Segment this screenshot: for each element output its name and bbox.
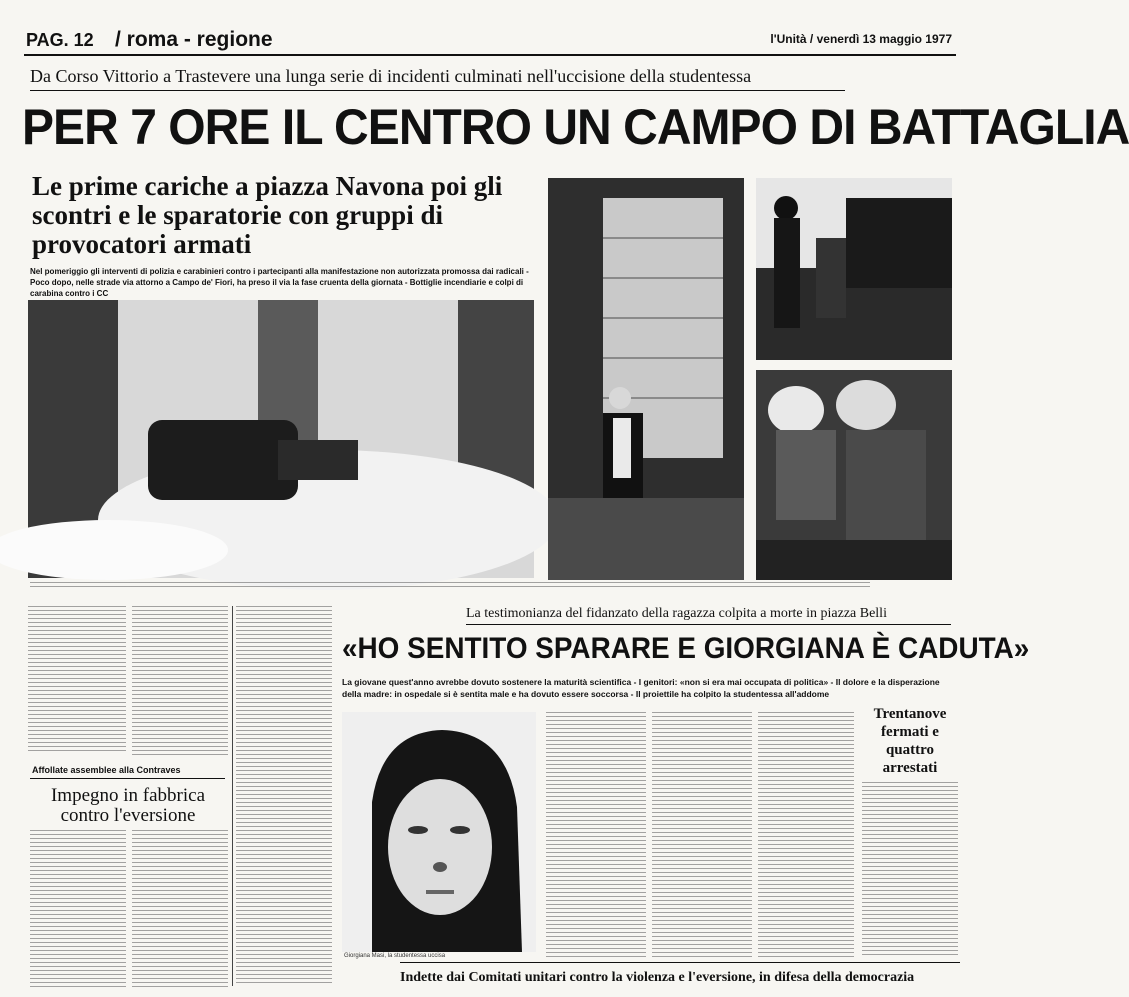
text-column-4 bbox=[546, 712, 646, 957]
photo-helmets bbox=[756, 370, 952, 580]
photo-portrait bbox=[342, 712, 536, 952]
young-man-image bbox=[548, 178, 744, 580]
photo-police-top bbox=[756, 178, 952, 360]
bottom-headline: Indette dai Comitati unitari contro la violenza e l'eversione, in difesa della democrazia bbox=[400, 970, 915, 985]
top-kicker: Da Corso Vittorio a Trastevere una lunga serie di incidenti culminati nell'uccisione della studentessa bbox=[30, 66, 752, 86]
text-column-3 bbox=[236, 606, 332, 986]
side-title: Impegno in fabbrica contro l'eversione bbox=[50, 785, 206, 826]
street-scene-image bbox=[28, 300, 534, 578]
second-summary: La giovane quest'anno avrebbe dovuto sostenere la maturità scientifica - I genitori: «non si era mai occupata di politica» - Il dolore e la disperazione della madre: in ospedale si è sentita male e ha dovuto essere soccorsa - Il proiettile ha colpito la studentessa all'addome bbox=[342, 677, 940, 699]
top-summary: Nel pomeriggio gli interventi di polizia e carabinieri contro i partecipanti alla manifestazione non autorizzata promossa dai radicali - Poco dopo, nelle strade via attorno a Campo de' Fiori, ha preso il via la fase cruenta della giornata - Bottiglie incendiarie e colpi di carabina contro i CC bbox=[30, 267, 529, 298]
portrait-image bbox=[342, 712, 536, 952]
text-column-6 bbox=[758, 712, 854, 957]
text-column-1 bbox=[28, 606, 126, 754]
police-group-image bbox=[756, 178, 952, 360]
side-rule bbox=[30, 778, 225, 779]
text-column-5 bbox=[652, 712, 752, 957]
side-kicker: Affollate assemblee alla Contraves bbox=[32, 765, 181, 775]
photo-street-clash bbox=[28, 300, 534, 578]
main-headline: PER 7 ORE IL CENTRO UN CAMPO DI BATTAGLIA bbox=[22, 99, 1129, 155]
page-number: PAG. 12 bbox=[26, 30, 94, 50]
header-rule bbox=[24, 54, 956, 56]
second-kicker: La testimonianza del fidanzato della ragazza colpita a morte in piazza Belli bbox=[466, 606, 887, 621]
portrait-caption: Giorgiana Masi, la studentessa uccisa bbox=[344, 953, 446, 959]
masthead-date: l'Unità / venerdì 13 maggio 1977 bbox=[770, 32, 952, 46]
helmeted-police-image bbox=[756, 370, 952, 580]
side-text-col-1 bbox=[30, 830, 126, 990]
photo-caption-top bbox=[30, 582, 870, 590]
bottom-rule bbox=[400, 962, 960, 963]
text-column-2 bbox=[132, 606, 228, 756]
second-headline: «HO SENTITO SPARARE E GIORGIANA È CADUTA» bbox=[342, 632, 1030, 665]
subheadline: Le prime cariche a piazza Navona poi gli scontri e le sparatorie con gruppi di provocatori armati bbox=[32, 171, 503, 259]
kicker-rule bbox=[30, 90, 845, 91]
photo-young-man bbox=[548, 178, 744, 580]
second-kicker-rule bbox=[466, 624, 951, 625]
box-text bbox=[862, 782, 958, 957]
section-title: / roma - regione bbox=[115, 28, 273, 51]
box-title: Trentanove fermati e quattro arrestati bbox=[873, 706, 947, 776]
column-divider bbox=[232, 606, 233, 986]
side-text-col-2 bbox=[132, 830, 228, 990]
